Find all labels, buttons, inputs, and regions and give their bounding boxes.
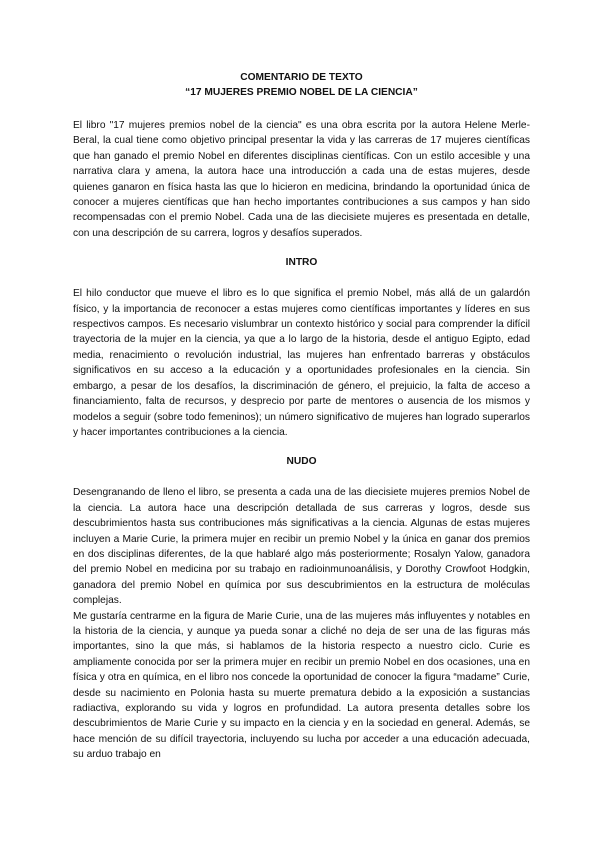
title-line-2: “17 MUJERES PREMIO NOBEL DE LA CIENCIA” [185, 87, 418, 98]
intro-paragraph: El libro "17 mujeres premios nobel de la ciencia" es una obra escrita por la autora Helene Merle-Beral, la cual tiene como objetivo principal presentar la vida y las carreras de 17 mujeres científicas que han ganado el premio Nobel en diferentes disciplinas científicas. Con un estilo accesible y una narrativa clara y amena, la autora hace una introducción a cada una de estas mujeres, desde quienes ganaron en física hasta las que lo hicieron en medicina, brindando la oportunidad única de conocer a mujeres científicas que han hecho importantes contribuciones a sus campos y han sido recompensadas con el premio Nobel. Cada una de las diecisiete mujeres es presentada en detalle, con una descripción de su carrera, logros y desafíos superados. [73, 120, 530, 239]
nudo-paragraph-2: Me gustaría centrarme en la figura de Marie Curie, una de las mujeres más influyentes y notables en la historia de la ciencia, y aunque ya pueda sonar a cliché no deja de ser una de las figuras más importantes, sino la que más, si hablamos de la historia respecto a nuestro ciclo. Curie es ampliamente conocida por ser la primera mujer en recibir un premio Nobel en dos ocasiones, una en física y otra en química, en el libro nos concede la oportunidad de conocer la figura “madame” Curie, desde su nacimiento en Polonia hasta su muerte prematura debido a la exposición a sustancias radiactiva, explorando su vida y logros en profundidad. La autora presenta detalles sobre los descubrimientos de Marie Curie y su impacto en la ciencia y en la sociedad en general. Además, se hace mención de su difícil trayectoria, incluyendo su lucha por acceder a una educación adecuada, su arduo trabajo en [73, 610, 530, 761]
document-page [73, 70, 530, 763]
nudo-paragraph-1: Desengranando de lleno el libro, se presenta a cada una de las diecisiete mujeres premios Nobel de la ciencia. La autora hace una descripción detallada de sus carreras y logros, desde sus descubrimientos hasta sus contribuciones más significativas a la ciencia. Algunas de estas mujeres incluyen a Marie Curie, la primera mujer en recibir un premio Nobel y la única en ganar dos premios en dos disciplinas diferentes, de la que hablaré algo más posteriormente; Rosalyn Yalow, ganadora del premio Nobel en medicina por su trabajo en radioinmunoanálisis, y Dorothy Crowfoot Hodgkin, ganadora del premio Nobel en química por sus descubrimientos en la estructura de moléculas complejas. [73, 487, 530, 607]
nudo-heading: NUDO [286, 456, 317, 468]
title-line-1: COMENTARIO DE TEXTO [240, 72, 363, 83]
document-title [73, 70, 530, 100]
intro-section-paragraph: El hilo conductor que mueve el libro es lo que significa el premio Nobel, más allá de un galardón físico, y la importancia de reconocer a estas mujeres como científicas importantes y líderes en sus respectivos campos. Es necesario vislumbrar un contexto histórico y social para comprender la difícil trayectoria de la mujer en la ciencia, ya que a lo largo de la historia, desde el antiguo Egipto, edad media, renacimiento o revolución industrial, las mujeres han enfrentado barreras y obstáculos significativos en su acceso a la educación y a oportunidades profesionales en la ciencia. Sin embargo, a pesar de los desafíos, la discriminación de género, el prejuicio, la falta de acceso a financiamiento, falta de recursos, y desprecio por parte de mentores o ausencia de los mismos y modelos a seguir (sobre todo femeninos); un número significativo de mujeres han logrado superarlos y hacer importantes contribuciones a la ciencia. [73, 288, 530, 438]
intro-heading: INTRO [285, 257, 318, 269]
